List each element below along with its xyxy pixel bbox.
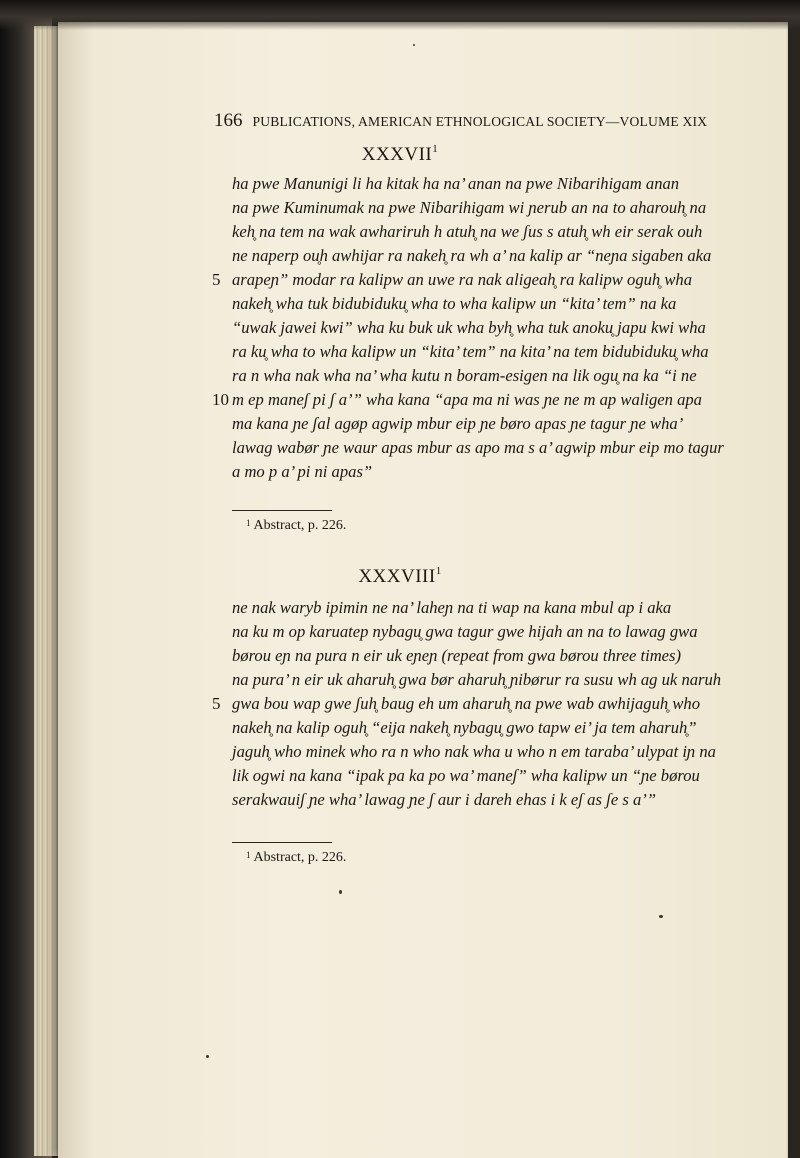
text-line: “uwak jawei kwi” wha ku buk uk wha byh̥ wha tuk anoku̥ japu kwi wha: [232, 318, 706, 337]
line-number: 10: [212, 390, 229, 409]
text-line: børou eɲ na pura n eir uk eɲeɲ (repeat from gwa børou three times): [232, 646, 682, 665]
text-line: m ep maneʃ pi ʃ a’” wha kana “apa ma ni was ɲe ne m ap waligen apa: [232, 390, 702, 409]
text-line: ne nak waryb ipimin ne na’ laheɲ na ti wap na kana mbul ap i aka: [232, 598, 672, 617]
top-shadow: [0, 0, 800, 30]
text-line: keh̥ na tem na wak awhariruh h atuh̥ na we ʃus s atuh̥ wh eir serak ouh: [232, 222, 703, 241]
page-speck: [413, 44, 415, 46]
line-number: 5: [212, 270, 221, 289]
section-title: XXXVIII$^1$: [358, 565, 442, 587]
page-number: 166: [214, 110, 243, 131]
footnote-mark: 1: [432, 143, 439, 155]
footnote-rule: [232, 510, 332, 511]
text-line: lik ogwi na kana “ipak pa ka po wa’ maneʃ” wha kalipw un “ɲe børou: [232, 766, 700, 785]
text-line: arapeɲ” modar ra kalipw an uwe ra nak aligeah̥ ra kalipw oguh̥ wha: [232, 270, 693, 289]
footnote-mark: 1: [435, 565, 442, 577]
running-title: PUBLICATIONS, AMERICAN ETHNOLOGICAL SOCIETY—VOLUME XIX: [252, 114, 708, 129]
footnote-rule: [232, 842, 332, 843]
running-head: [214, 110, 708, 132]
text-line: ra ku̥ wha to wha kalipw un “kita’ tem” na kita’ na tem bidubiduku̥ wha: [232, 342, 709, 361]
text-line: ra n wha nak wha na’ wha kutu n boram-esigen na lik ogu̥ na ka “i ne: [232, 366, 697, 385]
text-line: na pwe Kuminumak na pwe Nibarihigam wi ɲerub an na to aharouh̥ na: [232, 198, 707, 217]
text-line: na pura’ n eir uk aharuh̥ gwa bør aharuh̥ ɲibørur ra susu wh ag uk naruh: [232, 670, 722, 689]
text-line: gwa bou wap gwe ʃuh̥ baug eh um aharuh̥ na pwe wab awhijaguh̥ who: [232, 694, 701, 713]
text-line: ha pwe Manunigi li ha kitak ha na’ anan na pwe Nibarihigam anan: [232, 174, 680, 193]
line-number: 5: [212, 694, 221, 713]
text-line: serakwauiʃ ɲe wha’ lawag ɲe ʃ aur i dareh ehas i k eʃ as ʃe s a’”: [232, 790, 656, 809]
text-line: a mo p a’ pi ni apas”: [232, 462, 373, 481]
section-title: XXXVII$^1$: [361, 143, 439, 165]
footnote: $^1$ Abstract, p. 226.: [246, 850, 347, 865]
text-line: ne naperp ou̥h awhijar ra nakeh̥ ra wh a’ na kalip ar “neɲa sigaben aka: [232, 246, 712, 265]
text-line: ma kana ɲe ʃal agøp agwip mbur eip ɲe børo apas ɲe tagur ɲe wha’: [232, 414, 684, 433]
text-line: lawag wabør ɲe waur apas mbur as apo ma s a’ agwip mbur eip mo tagur: [232, 438, 724, 457]
page-speck: [339, 890, 342, 894]
footnote: $^1$ Abstract, p. 226.: [246, 518, 347, 533]
text-line: nakeh̥ na kalip oguh̥ “eija nakeh̥ nybagu̥ gwo tapw ei’ ja tem aharuh̥”: [232, 718, 697, 737]
text-line: jaguh̥ who minek who ra n who nak wha u who n em taraba’ ulypat iɲ na: [232, 742, 716, 761]
page-speck: [659, 915, 663, 918]
text-line: nakeh̥ wha tuk bidubiduku̥ wha to wha kalipw un “kita’ tem” na ka: [232, 294, 677, 313]
page-speck: [206, 1055, 209, 1058]
text-line: na ku m op karuatep nybagu̥ gwa tagur gwe hijah an na to lawag gwa: [232, 622, 698, 641]
